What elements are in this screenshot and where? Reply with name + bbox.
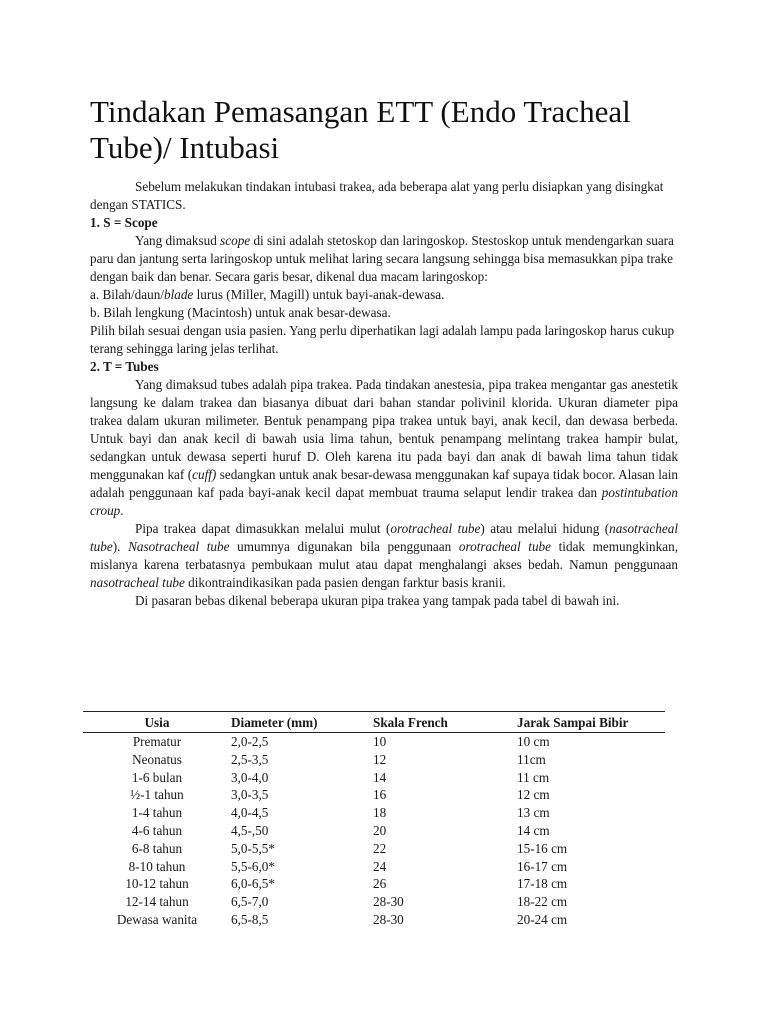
cell-jarak: 20-24 cm [517,911,568,927]
table-row [83,875,665,893]
table-header-row [83,712,665,733]
scope-note-paragraph: Pilih bilah sesuai dengan usia pasien. Yang perlu diperhatikan lagi adalah lampu pada laringoskop harus cukup terang sehingga laring jelas terlihat. [90,323,675,356]
document-body [90,178,678,610]
cell-usia: 8-10 tahun [128,858,186,874]
cell-jarak: 11 cm [517,769,550,785]
cell-usia: ½-1 tahun [130,787,184,803]
cell-usia: 6-8 tahun [131,840,183,856]
cell-diameter: 5,0-5,5* [231,840,275,856]
cell-diameter: 3,0-3,5 [231,787,269,803]
intro-paragraph: Sebelum melakukan tindakan intubasi trakea, ada beberapa alat yang perlu disiapkan yang disingkat dengan STATICS. [90,179,664,212]
cell-skala-french: 24 [373,858,387,874]
list-item-blade-curved: b. Bilah lengkung (Macintosh) untuk anak besar-dewasa. [90,305,391,320]
cell-diameter: 6,5-8,5 [231,911,269,927]
section-heading-tubes: 2. T = Tubes [90,359,159,374]
cell-skala-french: 10 [373,734,387,749]
cell-diameter: 6,0-6,5* [231,876,275,892]
scope-paragraph: Yang dimaksud scope di sini adalah stetoskop dan laringoskop. Stestoskop untuk mendengarkan suara paru dan jantung serta laringoskop untuk melihat laring secara langsung sehingga bisa memasukkan pipa trake dengan baik dan benar. Secara garis besar, dikenal dua macam laringoskop: [90,233,674,284]
cell-skala-french: 26 [373,876,387,892]
cell-diameter: 3,0-4,0 [231,769,269,785]
cell-usia: 1-6 bulan [131,769,183,785]
cell-skala-french: 20 [373,822,387,838]
table-intro-paragraph: Di pasaran bebas dikenal beberapa ukuran pipa trakea yang tampak pada tabel di bawah ini. [135,593,620,608]
table-row [83,786,665,804]
column-header-usia: Usia [83,712,231,733]
cell-skala-french: 28-30 [373,894,404,910]
cell-jarak: 10 cm [517,734,550,749]
cell-diameter: 4,5-,50 [231,822,269,838]
cell-usia: 4-6 tahun [131,822,183,838]
route-paragraph: Pipa trakea dapat dimasukkan melalui mulut (orotracheal tube) atau melalui hidung (nasotracheal tube). Nasotracheal tube umumnya digunakan bila penggunaan orotracheal tube tidak memungkinkan, mislanya karena terbatasnya pembukaan mulut atau dapat menghalangi akses bedah. Namun penggunaan nasotracheal tube dikontraindikasikan pada pasien dengan farktur basis kranii. [90,521,679,590]
cell-usia: Neonatus [132,751,182,767]
section-heading-scope: 1. S = Scope [90,215,158,230]
table-row [83,858,665,876]
cell-jarak: 14 cm [517,822,550,838]
cell-usia: Prematur [132,734,182,749]
cell-diameter: 2,5-3,5 [231,751,269,767]
cell-diameter: 2,0-2,5 [231,734,269,749]
tubes-paragraph: Yang dimaksud tubes adalah pipa trakea. Pada tindakan anestesia, pipa trakea mengantar gas anestetik langsung ke dalam trakea dan biasanya dibuat dari bahan standar polivinil klorida. Ukuran diameter pipa trakea dalam ukuran milimeter. Bentuk penampang pipa trakea untuk bayi, anak kecil, dan dewasa berbeda. Untuk bayi dan anak kecil di bawah usia lima tahun, bentuk penampang melintang trakea hampir bulat, sedangkan untuk dewasa seperti huruf D. Oleh karena itu pada bayi dan anak di bawah lima tahun tidak menggunakan kaf (cuff) sedangkan untuk anak besar-dewasa menggunakan kaf supaya tidak bocor. Alasan lain adalah penggunaan kaf pada bayi-anak kecil dapat membuat trauma selaput lendir trakea dan postintubation croup. [90,377,678,518]
table-row [83,911,665,929]
cell-skala-french: 22 [373,840,387,856]
tube-size-table [83,711,665,929]
table-row [83,804,665,822]
cell-usia: Dewasa wanita [116,911,198,927]
cell-skala-french: 28-30 [373,911,404,927]
column-header-jarak: Jarak Sampai Bibir [517,712,665,733]
cell-diameter: 5,5-6,0* [231,858,275,874]
table-row [83,769,665,787]
cell-diameter: 6,5-7,0 [231,894,269,910]
cell-jarak: 15-16 cm [517,840,568,856]
cell-usia: 12-14 tahun [125,894,189,910]
table-row [83,822,665,840]
column-header-skala-french: Skala French [373,712,517,733]
table-body [83,733,665,929]
cell-skala-french: 12 [373,751,387,767]
table-row [83,751,665,769]
cell-jarak: 12 cm [517,787,550,803]
document-title: Tindakan Pemasangan ETT (Endo Tracheal Tube)/ Intubasi [90,94,631,165]
cell-skala-french: 16 [373,787,387,803]
cell-usia: 1-4 tahun [131,805,183,821]
cell-diameter: 4,0-4,5 [231,805,269,821]
cell-jarak: 17-18 cm [517,876,568,892]
cell-jarak: 13 cm [517,805,550,821]
table-row [83,893,665,911]
table-row [83,840,665,858]
cell-jarak: 16-17 cm [517,858,568,874]
cell-usia: 10-12 tahun [125,876,189,892]
column-header-diameter: Diameter (mm) [231,712,373,733]
cell-jarak: 11cm [517,751,546,767]
cell-skala-french: 14 [373,769,387,785]
cell-jarak: 18-22 cm [517,894,568,910]
cell-skala-french: 18 [373,805,387,821]
table-row [83,733,665,751]
list-item-blade-straight: a. Bilah/daun/blade lurus (Miller, Magill) untuk bayi-anak-dewasa. [90,287,445,302]
